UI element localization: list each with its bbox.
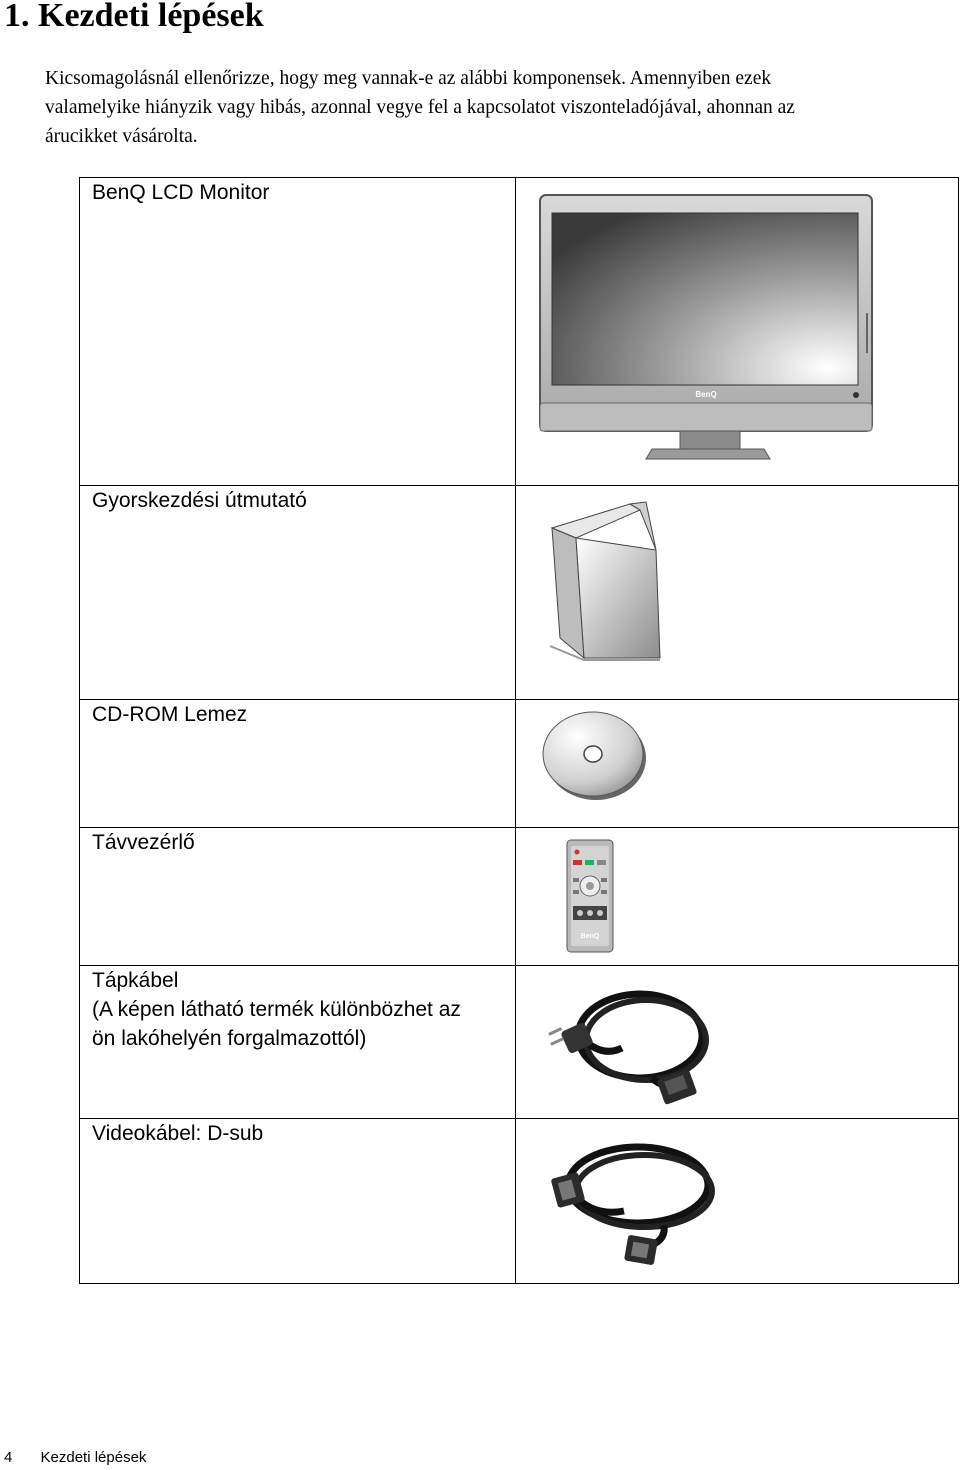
monitor-brand-mark: BenQ [695, 390, 717, 399]
table-row [80, 700, 958, 828]
remote-control-icon [565, 838, 615, 954]
intro-line: valamelyike hiányzik vagy hibás, azonnal vegye fel a kapcsolatot viszonteladójával, ahonnan az [45, 97, 795, 118]
item-label: BenQ LCD Monitor [92, 181, 270, 204]
item-label: Tápkábel (A képen látható termék különbözhet az ön lakóhelyén forgalmazottól) [92, 969, 461, 1050]
quick-start-guide-icon [544, 498, 674, 663]
page-footer [4, 1448, 146, 1468]
intro-paragraph [45, 64, 945, 151]
intro-line: Kicsomagolásnál ellenőrizze, hogy meg vannak-e az alábbi komponensek. Amennyiben ezek [45, 68, 772, 89]
remote-brand-mark: BenQ [580, 933, 600, 940]
table-row [80, 1119, 958, 1283]
item-label: Távvezérlő [92, 831, 195, 854]
table-row [80, 178, 958, 486]
components-table [79, 177, 959, 1284]
table-row [80, 966, 958, 1119]
dsub-cable-icon [534, 1133, 724, 1273]
table-row [80, 828, 958, 966]
lcd-monitor-icon [538, 193, 874, 463]
item-label: Videokábel: D-sub [92, 1122, 264, 1145]
intro-line: árucikket vásárolta. [45, 126, 198, 147]
cd-rom-icon [540, 708, 650, 804]
page-number: 4 [4, 1449, 13, 1466]
page-title: 1. Kezdeti lépések [4, 0, 264, 34]
table-row [80, 486, 958, 700]
footer-section: Kezdeti lépések [40, 1449, 147, 1466]
power-cable-icon [542, 978, 722, 1114]
item-label: CD-ROM Lemez [92, 703, 248, 726]
item-label: Gyorskezdési útmutató [92, 489, 307, 512]
